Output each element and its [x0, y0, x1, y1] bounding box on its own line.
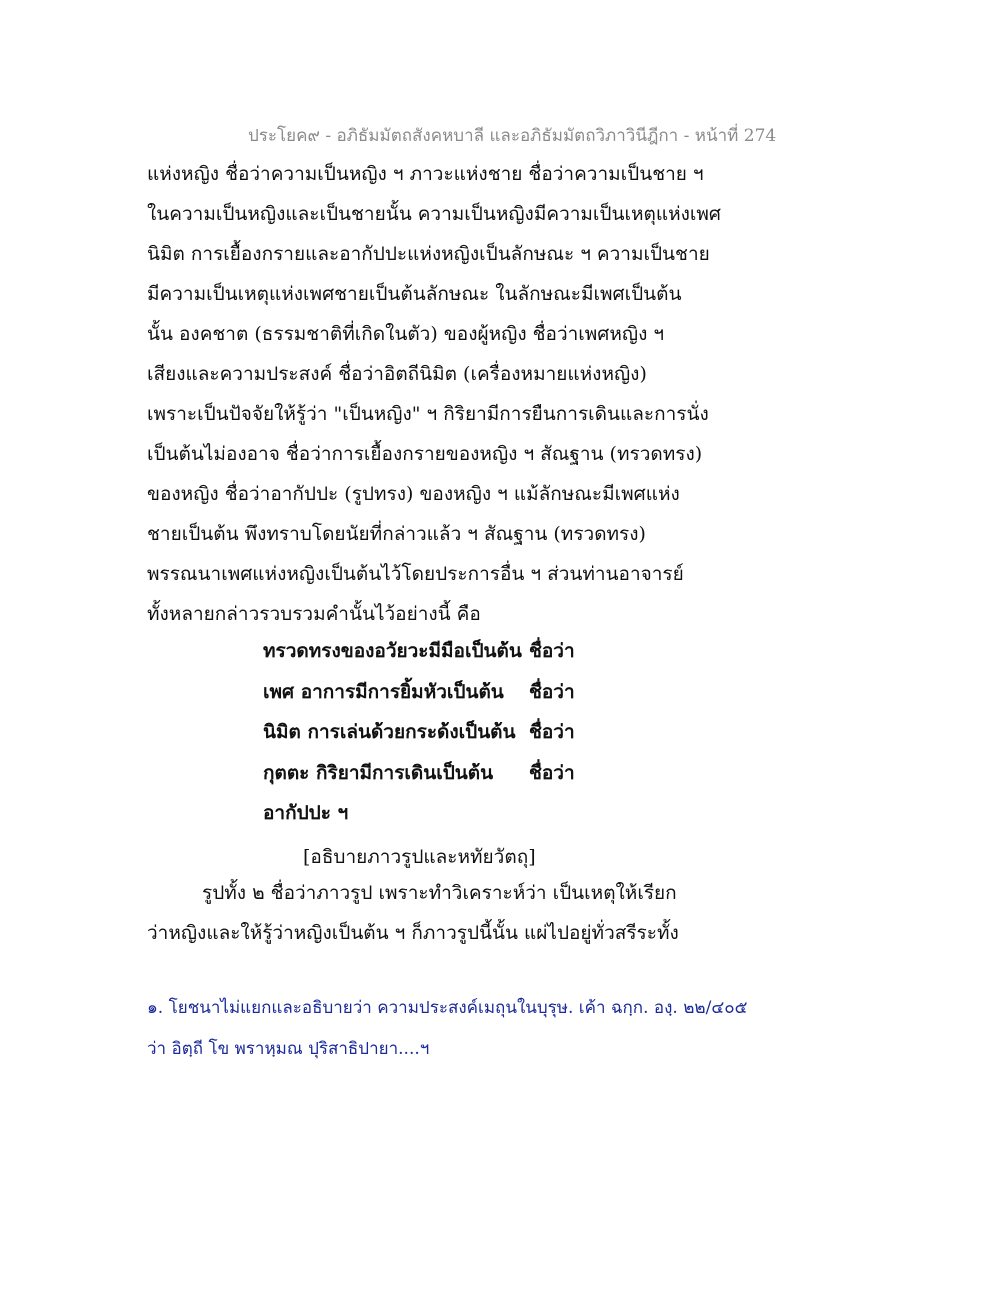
- text-line: แห่งหญิง ชื่อว่าความเป็นหญิง ฯ ภาวะแห่งชาย ชื่อว่าความเป็นชาย ฯ: [147, 163, 704, 185]
- verse-line: [263, 716, 603, 757]
- text-line: นิมิต การเยื้องกรายและอากัปปะแห่งหญิงเป็นลักษณะ ฯ ความเป็นชาย: [147, 243, 710, 265]
- text-line: ชายเป็นต้น พึงทราบโดยนัยที่กล่าวแล้ว ฯ สัณฐาน (ทรวดทรง): [147, 523, 646, 545]
- verse-line-text: กุตตะ กิริยามีการเดินเป็นต้น: [263, 761, 494, 784]
- footnote-block: [147, 992, 767, 1074]
- section-heading: [อธิบายภาวรูปและหทัยวัตถุ]: [303, 846, 536, 868]
- text-line: รูปทั้ง ๒ ชื่อว่าภาวรูป เพราะทำวิเคราะห์ว่า เป็นเหตุให้เรียก: [202, 882, 677, 904]
- verse-line: [263, 797, 603, 838]
- second-paragraph: [147, 877, 727, 957]
- text-line: มีความเป็นเหตุแห่งเพศชายเป็นต้นลักษณะ ในลักษณะมีเพศเป็นต้น: [147, 283, 682, 305]
- text-line: เสียงและความประสงค์ ชื่อว่าอิตถีนิมิต (เครื่องหมายแห่งหญิง): [147, 363, 647, 385]
- text-line: นั้น องคชาต (ธรรมชาติที่เกิดในตัว) ของผู้หญิง ชื่อว่าเพศหญิง ฯ: [147, 323, 665, 345]
- verse-block: [263, 635, 603, 838]
- text-line: ในความเป็นหญิงและเป็นชายนั้น ความเป็นหญิงมีความเป็นเหตุแห่งเพศ: [147, 203, 721, 225]
- text-line: ของหญิง ชื่อว่าอากัปปะ (รูปทรง) ของหญิง ฯ แม้ลักษณะมีเพศแห่ง: [147, 483, 680, 505]
- verse-line: [263, 635, 603, 676]
- text-line: เป็นต้นไม่องอาจ ชื่อว่าการเยื้องกรายของหญิง ฯ สัณฐาน (ทรวดทรง): [147, 443, 703, 465]
- verse-line-text: เพศ อาการมีการยิ้มหัวเป็นต้น: [263, 680, 504, 703]
- verse-line-suffix: ชื่อว่า: [529, 680, 575, 703]
- running-header: ประโยค๙ - อภิธัมมัตถสังคหบาลี และอภิธัมมัตถวิภาวินีฎีกา - หน้าที่ 274: [248, 126, 777, 146]
- text-line: เพราะเป็นปัจจัยให้รู้ว่า "เป็นหญิง" ฯ กิริยามีการยืนการเดินและการนั่ง: [147, 403, 709, 425]
- footnote-line: ว่า อิตฺถี โข พราหฺมณ ปุริสาธิปายา....ฯ: [147, 1039, 430, 1059]
- text-line: พรรณนาเพศแห่งหญิงเป็นต้นไว้โดยประการอื่น ฯ ส่วนท่านอาจารย์: [147, 563, 684, 585]
- verse-line-suffix: ชื่อว่า: [529, 721, 575, 743]
- verse-line-suffix: ชื่อว่า: [529, 761, 575, 784]
- verse-line-suffix: ชื่อว่า: [529, 640, 575, 662]
- verse-line: [263, 757, 603, 798]
- footnote-line: ๑. โยชนาไม่แยกและอธิบายว่า ความประสงค์เมถุนในบุรุษ. เค้า ฉกฺก. องฺ. ๒๒/๔๐๕: [147, 998, 748, 1018]
- verse-line-text: อากัปปะ ฯ: [263, 802, 349, 824]
- main-paragraph: [147, 158, 727, 638]
- text-line: ทั้งหลายกล่าวรวบรวมคำนั้นไว้อย่างนี้ คือ: [147, 603, 481, 625]
- verse-line-text: นิมิต การเล่นด้วยกระด้งเป็นต้น: [263, 721, 516, 743]
- text-line: ว่าหญิงและให้รู้ว่าหญิงเป็นต้น ฯ ก็ภาวรูปนี้นั้น แผ่ไปอยู่ทั่วสรีระทั้ง: [147, 922, 679, 944]
- verse-line: [263, 676, 603, 717]
- verse-line-text: ทรวดทรงของอวัยวะมีมือเป็นต้น: [263, 640, 522, 662]
